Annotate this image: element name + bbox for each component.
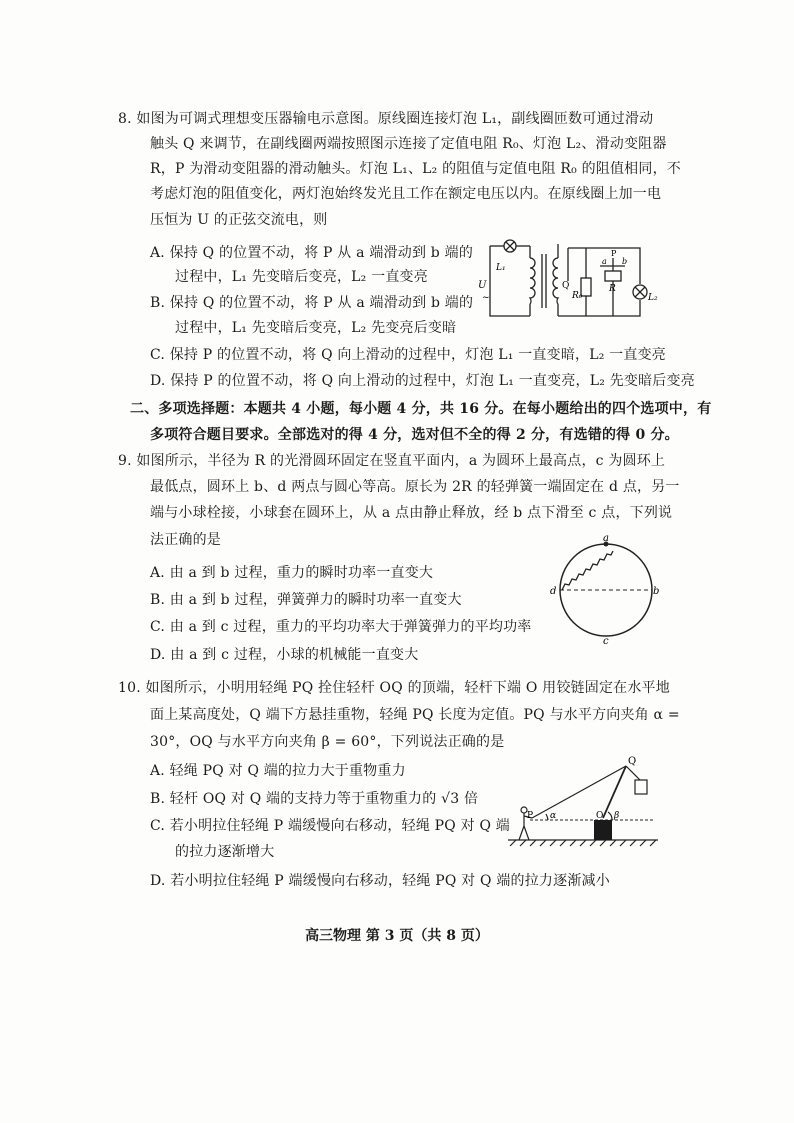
q8-line-2: 触头 Q 来调节，在副线圈两端按照图示连接了定值电阻 R₀、灯泡 L₂、滑动变阻器 <box>150 136 667 152</box>
q8-label-a: a <box>602 257 607 266</box>
q8-label-l1: L₁ <box>496 263 506 273</box>
q8-option-b: B. 保持 Q 的位置不动，将 P 从 a 端滑动到 b 端的 <box>150 295 474 311</box>
q8-line-5: 压恒为 U 的正弦交流电，则 <box>150 212 328 228</box>
q8-label-p: P <box>611 249 617 258</box>
q8-option-b-cont: 过程中，L₁ 先变暗后变亮，L₂ 先变亮后变暗 <box>175 320 457 336</box>
q8-line-4: 考虑灯泡的阻值变化，两灯泡始终发光且工作在额定电压以内。在原线圈上加一电 <box>150 186 662 202</box>
q10-option-b: B. 轻杆 OQ 对 Q 端的支持力等于重物重力的 √3 倍 <box>150 791 479 807</box>
q10-rope-rod-figure <box>508 752 658 852</box>
q9-option-b: B. 由 a 到 b 过程，弹簧弹力的瞬时功率一直变大 <box>150 592 462 608</box>
q8-line-3: R，P 为滑动变阻器的滑动触头。灯泡 L₁、L₂ 的阻值与定值电阻 R₀ 的阻值相同，不 <box>150 161 681 177</box>
q9-line-2: 最低点，圆环上 b、d 两点与圆心等高。原长为 2R 的轻弹簧一端固定在 d 点，另一 <box>150 479 680 495</box>
q9-option-c: C. 由 a 到 c 过程，重力的平均功率大于弹簧弹力的平均功率 <box>150 619 532 635</box>
q8-option-a: A. 保持 Q 的位置不动，将 P 从 a 端滑动到 b 端的 <box>150 245 474 261</box>
q10-option-c-cont: 的拉力逐渐增大 <box>175 844 275 860</box>
q10-label-o: O <box>596 811 604 821</box>
q10-line-3: 30°，OQ 与水平方向夹角 β = 60°，下列说法正确的是 <box>150 734 505 750</box>
q9-line-1: 9. 如图所示，半径为 R 的光滑圆环固定在竖直平面内，a 为圆环上最高点，c 为圆环上 <box>118 453 666 469</box>
q9-line-3: 端与小球栓接，小球套在圆环上，从 a 点由静止释放，经 b 点下滑至 c 点，下列说 <box>150 505 673 521</box>
q10-label-beta: β <box>614 811 620 821</box>
q8-label-r: R <box>609 284 616 294</box>
q10-label-p: P <box>527 811 534 821</box>
q9-option-a: A. 由 a 到 b 过程，重力的瞬时功率一直变大 <box>150 565 434 581</box>
q10-option-a: A. 轻绳 PQ 对 Q 端的拉力大于重物重力 <box>150 763 406 779</box>
q8-label-u: U <box>478 280 487 291</box>
q10-option-c: C. 若小明拉住轻绳 P 端缓慢向右移动，轻绳 PQ 对 Q 端 <box>150 818 511 834</box>
q8-label-r0: R₀ <box>572 291 583 301</box>
q9-label-b: b <box>653 586 660 597</box>
svg-text:~: ~ <box>482 293 490 303</box>
q10-label-q: Q <box>628 756 637 767</box>
q9-option-d: D. 由 a 到 c 过程，小球的机械能一直变大 <box>150 647 419 663</box>
q8-option-d: D. 保持 P 的位置不动，将 Q 向上滑动的过程中，灯泡 L₁ 一直变亮，L₂ 先变暗后变亮 <box>150 373 695 389</box>
q10-label-alpha: α <box>550 811 557 821</box>
q9-label-c: c <box>603 636 609 647</box>
q8-circuit-figure <box>470 236 658 322</box>
q10-option-d: D. 若小明拉住轻绳 P 端缓慢向右移动，轻绳 PQ 对 Q 端的拉力逐渐减小 <box>150 873 610 889</box>
q8-option-c: C. 保持 P 的位置不动，将 Q 向上滑动的过程中，灯泡 L₁ 一直变暗，L₂ 一直变亮 <box>150 347 666 363</box>
q10-line-2: 面上某高度处，Q 端下方悬挂重物，轻绳 PQ 长度为定值。PQ 与水平方向夹角 α = <box>150 707 680 723</box>
q8-label-q: Q <box>562 281 570 291</box>
q9-line-4: 法正确的是 <box>150 532 221 548</box>
section-2-line-1: 二、多项选择题：本题共 4 小题，每小题 4 分，共 16 分。在每小题给出的四个选项中，有 <box>130 401 712 417</box>
q9-ring-figure <box>548 532 660 647</box>
q8-label-l2: L₂ <box>648 293 658 303</box>
q8-option-a-cont: 过程中，L₁ 先变暗后变亮，L₂ 一直变亮 <box>175 269 428 285</box>
section-2-line-2: 多项符合题目要求。全部选对的得 4 分，选对但不全的得 2 分，有选错的得 0 分。 <box>150 427 679 443</box>
q8-label-b: b <box>622 257 628 266</box>
q9-label-d: d <box>550 586 557 597</box>
q9-label-a: a <box>603 533 609 544</box>
page-footer: 高三物理 第 3 页（共 8 页） <box>305 928 489 944</box>
q10-line-1: 10. 如图所示，小明用轻绳 PQ 拴住轻杆 OQ 的顶端，轻杆下端 O 用铰链固定在水平地 <box>118 680 670 696</box>
q8-line-1: 8. 如图为可调式理想变压器输电示意图。原线圈连接灯泡 L₁，副线圈匝数可通过滑动 <box>118 111 654 127</box>
